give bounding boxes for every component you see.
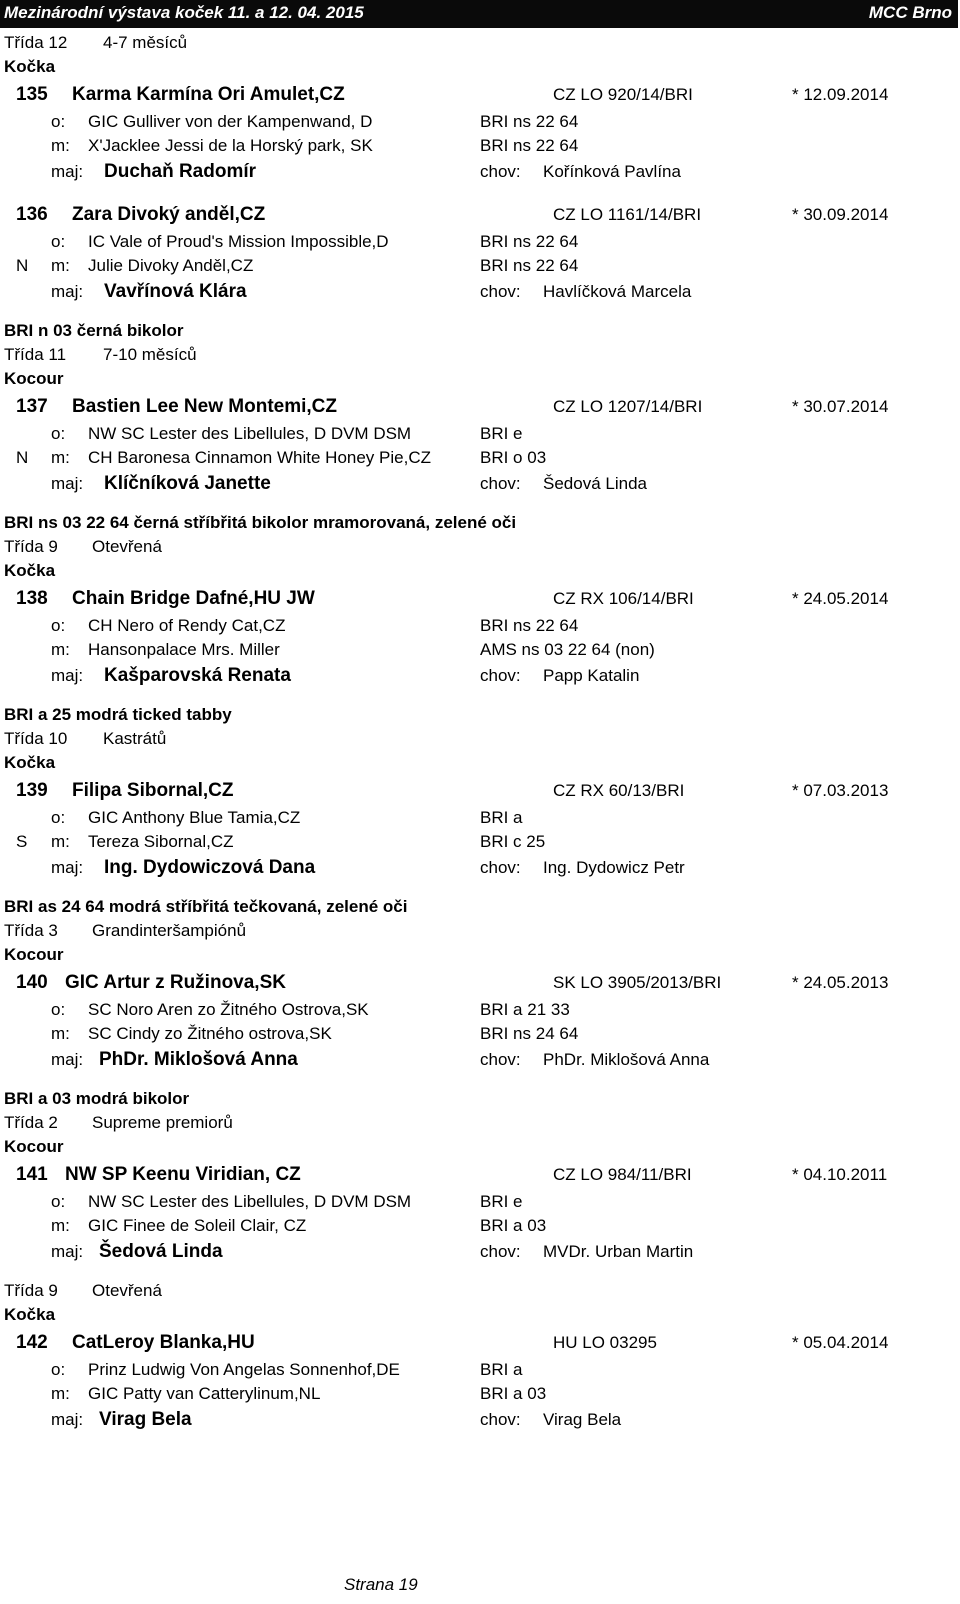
color-heading-text: BRI a 03 modrá bikolor [4, 1089, 190, 1108]
father-row [0, 1190, 958, 1214]
registration-number: SK LO 3905/2013/BRI [553, 973, 722, 992]
cat-name: Filipa Sibornal,CZ [72, 780, 234, 801]
mother-name: Julie Divoky Anděl,CZ [88, 256, 254, 275]
entry-spacer [0, 1074, 958, 1087]
mother-name: CH Baronesa Cinnamon White Honey Pie,CZ [88, 448, 431, 467]
father-name: CH Nero of Rendy Cat,CZ [88, 616, 286, 635]
mother-name: GIC Finee de Soleil Clair, CZ [88, 1216, 307, 1235]
owner-row [0, 854, 958, 882]
father-color-code: BRI ns 22 64 [480, 616, 579, 635]
father-label: o: [51, 112, 66, 131]
breeder-label: chov: [480, 1050, 521, 1069]
entry-spacer [0, 186, 958, 199]
mother-color-code: BRI ns 22 64 [480, 256, 579, 275]
color-heading [0, 1087, 958, 1111]
color-heading [0, 511, 958, 535]
father-color-code: BRI e [480, 424, 523, 443]
mother-label: m: [51, 640, 70, 659]
color-heading-text: BRI ns 03 22 64 černá stříbřitá bikolor mramorovaná, zelené oči [4, 513, 517, 532]
class-name: Otevřená [92, 537, 162, 556]
breeder-label: chov: [480, 858, 521, 877]
mother-label: m: [51, 1024, 70, 1043]
cat-number: 138 [16, 588, 48, 609]
registration-number: CZ LO 1207/14/BRI [553, 397, 703, 416]
cat-name: NW SP Keenu Viridian, CZ [65, 1164, 301, 1185]
father-name: NW SC Lester des Libellules, D DVM DSM [88, 1192, 412, 1211]
cat-heading [0, 199, 958, 230]
father-row [0, 614, 958, 638]
father-row [0, 1358, 958, 1382]
color-heading [0, 319, 958, 343]
cat-number: 137 [16, 396, 48, 417]
sex-heading [0, 751, 958, 775]
class-heading [0, 343, 958, 367]
entry-flag: N [16, 448, 29, 467]
breeder-name: Papp Katalin [543, 666, 640, 685]
entry-spacer [0, 1266, 958, 1279]
cat-number: 141 [16, 1164, 48, 1185]
class-label: Třída 9 [4, 537, 58, 556]
mother-color-code: BRI o 03 [480, 448, 547, 467]
father-name: SC Noro Aren zo Žitného Ostrova,SK [88, 1000, 369, 1019]
birth-date: * 30.09.2014 [792, 205, 889, 224]
owner-label: maj: [51, 1050, 84, 1069]
father-label: o: [51, 1360, 66, 1379]
cat-heading [0, 1159, 958, 1190]
cat-name: CatLeroy Blanka,HU [72, 1332, 255, 1353]
catalog-content [0, 31, 958, 1434]
owner-label: maj: [51, 666, 84, 685]
breeder-label: chov: [480, 162, 521, 181]
owner-name: Duchaň Radomír [104, 161, 257, 182]
father-row [0, 998, 958, 1022]
breeder-name: Havlíčková Marcela [543, 282, 692, 301]
class-label: Třída 11 [4, 345, 67, 364]
owner-name: Kašparovská Renata [104, 665, 291, 686]
owner-name: Ing. Dydowiczová Dana [104, 857, 316, 878]
breeder-label: chov: [480, 1410, 521, 1429]
father-label: o: [51, 1000, 66, 1019]
father-label: o: [51, 232, 66, 251]
mother-label: m: [51, 1384, 70, 1403]
entry-spacer [0, 690, 958, 703]
owner-label: maj: [51, 1410, 84, 1429]
breeder-label: chov: [480, 666, 521, 685]
father-name: Prinz Ludwig Von Angelas Sonnenhof,DE [88, 1360, 400, 1379]
cat-name: GIC Artur z Ružinova,SK [65, 972, 286, 993]
birth-date: * 24.05.2014 [792, 589, 889, 608]
cat-name: Karma Karmína Ori Amulet,CZ [72, 84, 345, 105]
catalog-title: Mezinárodní výstava koček 11. a 12. 04. 2015 [4, 3, 364, 22]
class-heading [0, 1279, 958, 1303]
mother-label: m: [51, 448, 70, 467]
father-color-code: BRI ns 22 64 [480, 232, 579, 251]
cat-heading [0, 967, 958, 998]
birth-date: * 30.07.2014 [792, 397, 889, 416]
owner-row [0, 158, 958, 186]
father-color-code: BRI a [480, 1360, 523, 1379]
mother-color-code: AMS ns 03 22 64 (non) [480, 640, 655, 659]
father-row [0, 110, 958, 134]
sex-label: Kočka [4, 561, 56, 580]
cat-number: 136 [16, 204, 48, 225]
birth-date: * 04.10.2011 [792, 1165, 888, 1184]
class-heading [0, 535, 958, 559]
color-heading-text: BRI as 24 64 modrá stříbřitá tečkovaná, zelené oči [4, 897, 408, 916]
mother-color-code: BRI c 25 [480, 832, 546, 851]
class-name: Kastrátů [103, 729, 167, 748]
color-heading-text: BRI a 25 modrá ticked tabby [4, 705, 232, 724]
mother-label: m: [51, 832, 70, 851]
owner-label: maj: [51, 1242, 84, 1261]
breeder-label: chov: [480, 1242, 521, 1261]
birth-date: * 24.05.2013 [792, 973, 889, 992]
class-label: Třída 9 [4, 1281, 58, 1300]
breeder-label: chov: [480, 282, 521, 301]
birth-date: * 07.03.2013 [792, 781, 889, 800]
mother-row [0, 134, 958, 158]
mother-color-code: BRI a 03 [480, 1384, 547, 1403]
mother-row [0, 638, 958, 662]
father-row [0, 230, 958, 254]
class-label: Třída 10 [4, 729, 68, 748]
class-heading [0, 1111, 958, 1135]
father-label: o: [51, 616, 66, 635]
sex-heading [0, 55, 958, 79]
owner-name: Klíčníková Janette [104, 473, 271, 494]
owner-row [0, 470, 958, 498]
cat-number: 135 [16, 84, 48, 105]
cat-number: 139 [16, 780, 48, 801]
mother-name: Hansonpalace Mrs. Miller [88, 640, 280, 659]
color-heading [0, 703, 958, 727]
cat-number: 140 [16, 972, 48, 993]
class-name: Supreme premiorů [92, 1113, 233, 1132]
class-label: Třída 3 [4, 921, 58, 940]
father-name: GIC Anthony Blue Tamia,CZ [88, 808, 301, 827]
cat-heading [0, 775, 958, 806]
page-header [0, 0, 958, 28]
breeder-name: PhDr. Miklošová Anna [543, 1050, 710, 1069]
father-label: o: [51, 808, 66, 827]
registration-number: CZ LO 984/11/BRI [553, 1165, 692, 1184]
color-heading-text: BRI n 03 černá bikolor [4, 321, 184, 340]
sex-heading [0, 1303, 958, 1327]
sex-label: Kocour [4, 1137, 64, 1156]
owner-row [0, 278, 958, 306]
mother-color-code: BRI ns 24 64 [480, 1024, 579, 1043]
class-name: Grandinteršampiónů [92, 921, 247, 940]
father-name: NW SC Lester des Libellules, D DVM DSM [88, 424, 412, 443]
entry-flag: N [16, 256, 29, 275]
owner-label: maj: [51, 282, 84, 301]
cat-heading [0, 583, 958, 614]
owner-row [0, 1238, 958, 1266]
father-color-code: BRI a [480, 808, 523, 827]
mother-row [0, 1382, 958, 1406]
entry-spacer [0, 498, 958, 511]
father-name: GIC Gulliver von der Kampenwand, D [88, 112, 373, 131]
mother-name: Tereza Sibornal,CZ [88, 832, 234, 851]
mother-row [0, 254, 958, 278]
breeder-name: Ing. Dydowicz Petr [543, 858, 685, 877]
owner-name: Šedová Linda [99, 1241, 223, 1262]
mother-label: m: [51, 256, 70, 275]
father-row [0, 422, 958, 446]
mother-color-code: BRI a 03 [480, 1216, 547, 1235]
entry-spacer [0, 306, 958, 319]
mother-row [0, 1022, 958, 1046]
breeder-name: Šedová Linda [543, 474, 647, 493]
owner-name: PhDr. Miklošová Anna [99, 1049, 298, 1070]
sex-label: Kočka [4, 1305, 56, 1324]
mother-row [0, 1214, 958, 1238]
owner-name: Vavřínová Klára [104, 281, 247, 302]
registration-number: HU LO 03295 [553, 1333, 657, 1352]
father-color-code: BRI ns 22 64 [480, 112, 579, 131]
birth-date: * 05.04.2014 [792, 1333, 889, 1352]
registration-number: CZ LO 1161/14/BRI [553, 205, 702, 224]
class-heading [0, 31, 958, 55]
registration-number: CZ LO 920/14/BRI [553, 85, 693, 104]
mother-row [0, 446, 958, 470]
sex-heading [0, 559, 958, 583]
owner-row [0, 662, 958, 690]
mother-label: m: [51, 1216, 70, 1235]
mother-name: GIC Patty van Catterylinum,NL [88, 1384, 321, 1403]
sex-label: Kočka [4, 57, 56, 76]
sex-label: Kocour [4, 369, 64, 388]
cat-name: Chain Bridge Dafné,HU JW [72, 588, 315, 609]
mother-label: m: [51, 136, 70, 155]
sex-heading [0, 367, 958, 391]
page-number: Strana 19 [344, 1575, 418, 1594]
class-name: 4-7 měsíců [103, 33, 188, 52]
owner-row [0, 1046, 958, 1074]
birth-date: * 12.09.2014 [792, 85, 889, 104]
owner-row [0, 1406, 958, 1434]
class-heading [0, 919, 958, 943]
sex-heading [0, 1135, 958, 1159]
cat-name: Zara Divoký anděl,CZ [72, 204, 266, 225]
class-name: Otevřená [92, 1281, 162, 1300]
class-heading [0, 727, 958, 751]
sex-label: Kocour [4, 945, 64, 964]
color-heading [0, 895, 958, 919]
owner-name: Virag Bela [99, 1409, 192, 1430]
sex-label: Kočka [4, 753, 56, 772]
mother-color-code: BRI ns 22 64 [480, 136, 579, 155]
cat-heading [0, 1327, 958, 1358]
breeder-label: chov: [480, 474, 521, 493]
father-label: o: [51, 424, 66, 443]
class-name: 7-10 měsíců [103, 345, 197, 364]
entry-flag: S [16, 832, 28, 851]
mother-row [0, 830, 958, 854]
father-row [0, 806, 958, 830]
father-color-code: BRI a 21 33 [480, 1000, 570, 1019]
owner-label: maj: [51, 474, 84, 493]
breeder-name: Kořínková Pavlína [543, 162, 681, 181]
cat-name: Bastien Lee New Montemi,CZ [72, 396, 337, 417]
breeder-name: Virag Bela [543, 1410, 622, 1429]
cat-heading [0, 79, 958, 110]
father-name: IC Vale of Proud's Mission Impossible,D [88, 232, 389, 251]
father-color-code: BRI e [480, 1192, 523, 1211]
show-location: MCC Brno [868, 3, 952, 22]
owner-label: maj: [51, 162, 84, 181]
cat-heading [0, 391, 958, 422]
registration-number: CZ RX 106/14/BRI [553, 589, 694, 608]
mother-name: X'Jacklee Jessi de la Horský park, SK [88, 136, 373, 155]
registration-number: CZ RX 60/13/BRI [553, 781, 685, 800]
sex-heading [0, 943, 958, 967]
breeder-name: MVDr. Urban Martin [543, 1242, 694, 1261]
entry-spacer [0, 882, 958, 895]
mother-name: SC Cindy zo Žitného ostrova,SK [88, 1024, 332, 1043]
cat-number: 142 [16, 1332, 48, 1353]
owner-label: maj: [51, 858, 84, 877]
class-label: Třída 2 [4, 1113, 58, 1132]
father-label: o: [51, 1192, 66, 1211]
class-label: Třída 12 [4, 33, 68, 52]
